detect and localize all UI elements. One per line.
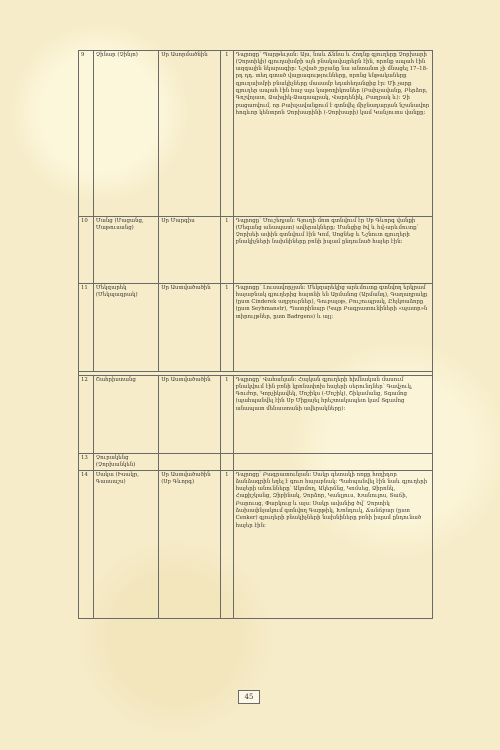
village-name: Մեկզարեկ (Մեկպագրակ): [93, 284, 158, 372]
village-name: Մանց (Մացանց, Մաթուսանց): [93, 217, 158, 284]
table-row: [79, 471, 433, 619]
row-number: 12: [79, 376, 94, 454]
table-row: [79, 454, 433, 471]
table-row: [79, 217, 433, 284]
row-number: 14: [79, 471, 94, 619]
count-cell: 1: [221, 471, 234, 619]
count-cell: 1: [221, 376, 234, 454]
village-name: Չինար (Չինյո): [93, 51, 158, 217]
description-cell: Դպրոցը՝ Վահանյան: Հայկան գյուղերի հիմնական մասում բնակվում էին բռնի կրոնափոխ հայերի սերունդներ՝ Գավչուկ, Գուժոր, Կորչիկավեկ, Մոշիկս (-Մոշիկ), Շիկամանց, Տգամոց (պահպանվել էին Սբ Միքայել հրեշտակապետ կամ Տգամոց անապատ մենաստանի ավերակները):: [233, 376, 432, 454]
page-number: 45: [238, 690, 260, 704]
village-name: Սակա (Իսակր, Գասսաշս): [93, 471, 158, 619]
count-cell: 1: [221, 51, 234, 217]
description-cell: Դպրոցը՝ Պարթեւյան: Այս, նաև Ճննա և Հոդնք գյուղերը Չորխարի (Չորտիկի) գյուղախմբի այն բնակավայրերն էին, որոնք ապահ էին ազգային նկարագիր: Նշված շրջանը նա անտանտ չի մնացել 17–18-րդ դդ. տեղ գտած վայրագությունները, որոնց ենթակաները գյուղախմբի բնակիչները մասամբ եդահեղանցից էր: Մի չարք գյուղեր ապահ էին հաջ ալս կաթողիկոսներ (Բախչավանք, Բերձոր, Գոշվոյատ, Ձախլիկ-Ձագապրակ, Վարդենիկ, Բաղրակ և): Չի բացառվում, որ Բախչավանքում է գտնվել միջնադարյան նշանավոր հոգևոր կենտրոն Չորխարինի (-Չորխարի) կամ Կանչուտս վանքը:: [233, 51, 432, 217]
description-cell: Դպրոցը՝ Մուշեղյան: Գյուղի մոտ գտնվում էր Սբ Գևորգ վանքի (Մեգանց անապատ) ավերակները: Մանցից ծվ և հվ-արևմուտք՝ Չորխեի ափին գտնվում էին Կոմ, Սոցնեց և Նշնուտ գյուղերի բնակիչների նախնիները բոնի իսլամ ընդունած հայեր էին:: [233, 217, 432, 284]
count-cell: 1: [221, 217, 234, 284]
row-number: 10: [79, 217, 94, 284]
description-cell: Դպրոցը՝ Լուսավորչյան: Մեկզարեկից արևմուտք գտնվող երկրամ հայաբնակ գյուղերից հայտնի են Արմանոց (Արմանդ), Գաղաղրակը (ըստ Cinderek աղբյուրներ), Գուբալօթ, Բուշուպրակ, Ըհյկռաձորը (ըստ Seyhmanstr), Պատրինայր (Կպր Բագրատունիների «պատր»ն տիրույթներ, ըստ Badrgens) և այլ:: [233, 284, 432, 372]
table-row: [79, 51, 433, 217]
village-name: Չուրակենց (Չորխանկեն): [93, 454, 158, 471]
church-name: Սր Աստվածածին: [159, 376, 221, 454]
document-page: [78, 50, 433, 619]
village-name: Շահրիստանց: [93, 376, 158, 454]
church-name: Սր Մարգիս: [159, 217, 221, 284]
description-cell: [233, 454, 432, 471]
count-cell: 1: [221, 284, 234, 372]
church-name: [159, 454, 221, 471]
count-cell: [221, 454, 234, 471]
row-number: 11: [79, 284, 94, 372]
church-name: Սր Աստվածածին (Սբ Գևորգ): [159, 471, 221, 619]
row-number: 9: [79, 51, 94, 217]
table-row: [79, 284, 433, 372]
villages-table: [78, 50, 433, 619]
table-row: [79, 376, 433, 454]
church-name: Սր Ասորմածնին: [159, 51, 221, 217]
description-cell: Դպրոցը՝ Բագրատունյան: Սակր գետակի ոռքը հողիդոր ձանձագրին եղել է գուռ հայաբնակ: Պահպանվել էին նաև գյուղերի հայերի անունները՝ Ակոմող, Ակերճնց, Կոմսեց, Ձիրոնկ, Հաքիշկանց, Զիբինակ, Չորձոր, Կանլյուս, Խանուլոս, Տաճի, Բարուսց, Փարկուց և այս: Սակր ավանից ծվ՝ Չորտիկ ձախափնյակում գտնվող Գարթիկ, Խոնդուկ, Ճանճբար (ըստ Cenker) գյուղերի բնակիչների նախնիները բռնի իսլամ ընդունած հայեր էին:: [233, 471, 432, 619]
row-number: 13: [79, 454, 94, 471]
church-name: Սր Աստվածածին: [159, 284, 221, 372]
